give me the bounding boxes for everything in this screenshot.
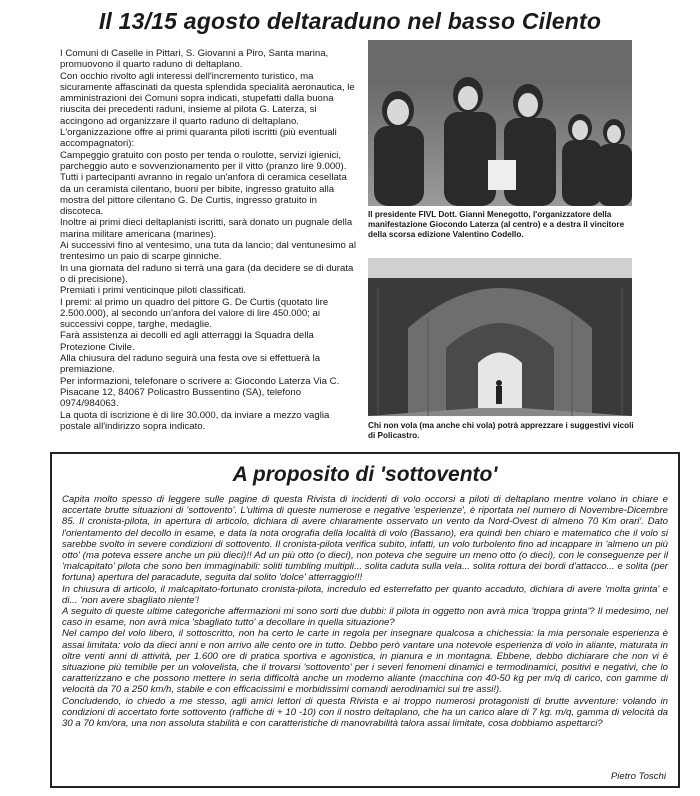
article-paragraph: La quota di iscrizione è di lire 30.000, da inviare a mezzo vaglia postale all'indirizzo sopra indicato.: [60, 409, 330, 432]
editorial-paragraph: Nel campo del volo libero, il sottoscritto, non ha certo le carte in regola per insegnare qualcosa a chichessia: la mia personale esperienza è assai limitata: volo da dieci anni e non arrivo alle cento ore in tutto. Debbo però vantare una notevole esperienza di volo in aliante, maturata in oltre venti anni di attività, per 1.600 ore di pratica sportiva e agonistica, in pianura e in montagna. Ebbene, debbo dichiarare che non vi è situazione più temibile per un volovelista, che il trovarsi 'sottovento' per i severi fenomeni dinamici e termodinamici, positivi e negativi, che lo caratterizzano e che possono mettere in seria difficoltà anche un moderno aliante (macchina con 40-50 kg per m/q di carico, con gamme di velocità da 70 a 250 km/h, stabile e con efficacissimi e morbidissimi comandi aerodinamici sui tre assi!).: [62, 628, 668, 696]
photo-group-portrait: [368, 40, 632, 206]
article-paragraph: In una giornata del raduno si terrà una gara (da decidere se di durata o di precisione).: [60, 262, 354, 285]
article-paragraph: Per informazioni, telefonare o scrivere a: Giocondo Laterza Via C. Pisacane 12, 84067 Policastro Bussentino (SA), telefono 0974/984063.: [60, 375, 340, 410]
article-paragraph: L'organizzazione offre ai primi quaranta piloti iscritti (più eventuali accompagnatori):: [60, 127, 337, 150]
article-paragraph: Premiati i primi venticinque piloti classificati.: [60, 285, 247, 297]
editorial-title: A proposito di 'sottovento': [232, 463, 498, 486]
article-paragraph: Ai successivi fino al ventesimo, una tuta da lancio; dal ventunesimo al trentesimo un paio di scarpe ginniche.: [60, 240, 356, 263]
article-paragraph: I Comuni di Caselle in Pittari, S. Giovanni a Piro, Santa marina, promuovono il quarto raduno di deltaplano.: [60, 48, 329, 71]
editorial-paragraph: In chiusura di articolo, il malcapitato-fortunato cronista-pilota, incredulo ed esterrefatto per quanto accaduto, dichiara di avere 'molta grinta' e di... 'non avere sbagliato niente'!: [62, 583, 668, 606]
editorial-signature: Pietro Toschi: [610, 771, 666, 782]
article-body: [60, 48, 358, 432]
headline: Il 13/15 agosto deltaraduno nel basso Cilento: [98, 8, 602, 34]
photo-alley-caption: Chi non vola (ma anche chi vola) potrà apprezzare i suggestivi vicoli di Policastro.: [368, 421, 634, 440]
article-paragraph: Campeggio gratuito con posto per tenda o roulotte, servizi igienici, parcheggio auto e sovvenzionamento per il vitto (pranzo lire 9.000).: [60, 149, 347, 172]
editorial-paragraph: A seguito di queste ultime categoriche affermazioni mi sono sorti due dubbi: il pilota in oggetto non avrà mica 'troppa grinta'? Il medesimo, nel caso in esame, non avrà mica 'sbagliato tutto' a decollare in quella situazione?: [62, 606, 668, 629]
photo-alley: [368, 258, 632, 416]
photo-alley-image: [368, 258, 632, 416]
article-paragraph: Con occhio rivolto agli interessi dell'incremento turistico, ma sicuramente affascinati da questa splendida specialità aeronautica, le amministrazioni dei Comuni sopra indicati, stupefatti dalla buona riuscita dei precedenti raduni, insieme al pilota G. Laterza, si accingono ad organizzare il quarto raduno di deltaplano.: [60, 70, 355, 127]
editorial-body: [62, 494, 668, 729]
editorial-box: [50, 452, 680, 788]
photo-group-portrait-image: [368, 40, 632, 206]
editorial-paragraph: Capita molto spesso di leggere sulle pagine di questa Rivista di incidenti di volo occorsi a piloti di deltaplano mentre volano in chiare e accertate brutte situazioni di 'sottovento'. L'ultima di queste numerose e negative 'esperienze', è riportata nel numero di Novembre-Dicembre 85. Il cronista-pilota, in apertura di articolo, dichiara di avere chiaramente osservato un vento da Nord-Ovest di almeno 70 Km orari'. Dato l'orientamento del decollo in esame, e data la nota orografia della località di volo (Bassano), era quindi ben chiaro e matematico che il volo si sarebbe svolto in severe condizioni di sottovento. Il cronista-pilota verifica subito, infatti, un volo turbolento fino ad incappare in 'almeno un più otto' (ma poteva essere anche un più dieci)!! Ad un più otto (o dieci), non poteva che seguire un meno otto (o dieci), con le conseguenze per il 'malcapitato' pilota che sono ben immaginabili: soliti tumbling multipli... solita caduta sulla vela... solita rottura dei bordi d'attacco... e solita (per fortuna) apertura del paracadute, seguita dal solito 'dolce' atterraggio!!!: [62, 494, 668, 584]
article-paragraph: Alla chiusura del raduno seguirà una festa ove si effettuerà la premiazione.: [60, 353, 321, 376]
article-paragraph: Tutti i partecipanti avranno in regalo un'anfora di ceramica cesellata da un ceramista cilentano, buoni per bibite, ingresso gratuito alla mostra del pittore cilentano G. De Curtis, ingresso gratuito in discoteca.: [60, 172, 347, 218]
article-paragraph: I premi: al primo un quadro del pittore G. De Curtis (quotato lire 2.500.000), al secondo un'anfora del valore di lire 450.000; ai successivi coppe, targhe, medaglie.: [60, 296, 329, 331]
editorial-paragraph: Concludendo, io chiedo a me stesso, agli amici lettori di questa Rivista e ai troppo numerosi protagonisti di brutte avventure: volando in condizioni di accertato forte sottovento (raffiche di + 10 -10) con il nostro deltaplano, che ha un carico alare di 7 kg. m/q, gamma di velocità da 30 a 70 km/ora, una non assoluta stabilità e con caratteristiche di manovrabilità talora assai limitate, cosa dobbiamo aspettarci?: [62, 695, 668, 730]
photo-group-caption: Il presidente FIVL Dott. Gianni Menegotto, l'organizzatore della manifestazione Giocondo Laterza (al centro) e a destra il vincitore della scorsa edizione Valentino Codello.: [368, 210, 625, 239]
article-paragraph: Farà assistenza ai decolli ed agli atterraggi la Squadra della Protezione Civile.: [60, 330, 314, 353]
article-paragraph: Inoltre ai primi dieci deltaplanisti iscritti, sarà donato un pugnale della marina militare americana (marines).: [60, 217, 353, 240]
